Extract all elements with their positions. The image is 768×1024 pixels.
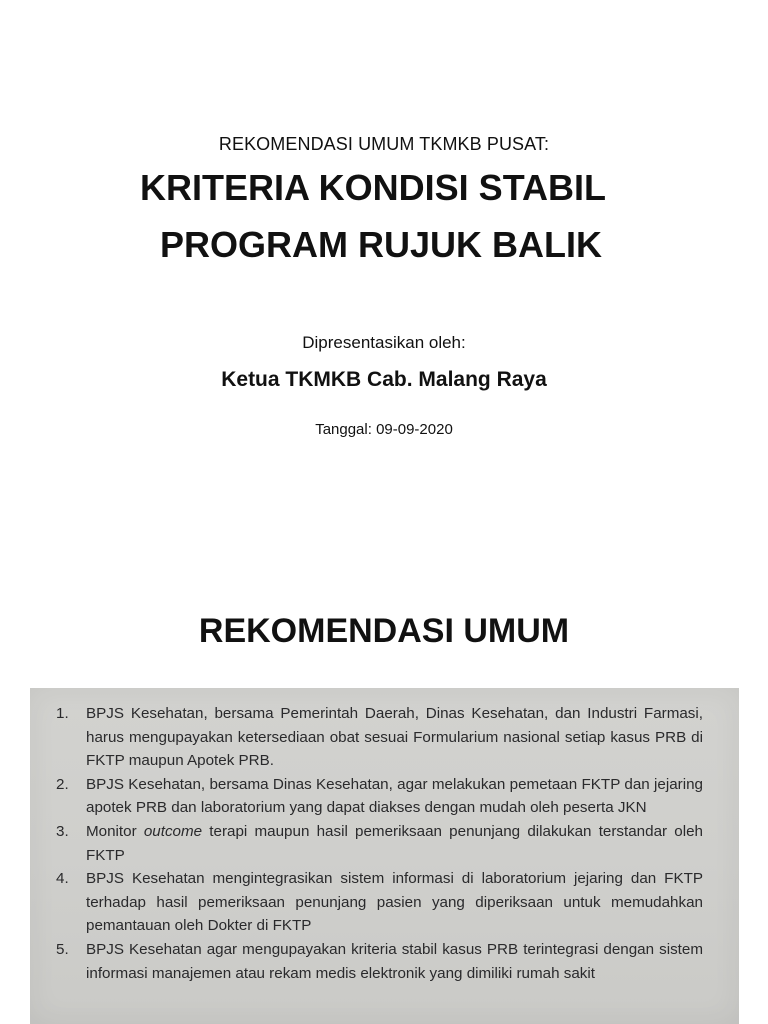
slide-subtitle: REKOMENDASI UMUM TKMKB PUSAT: [218,134,550,154]
presentation-date: Tanggal: 09-09-2020 [315,421,453,438]
item-number: 1. [56,705,69,722]
slide-title-line-1: KRITERIA KONDISI STABIL [140,167,606,208]
item-text: BPJS Kesehatan, bersama Pemerintah Daerah, Dinas Kesehatan, dan Industri Farmasi, harus mengupayakan ketersediaan obat sesuai Formularium nasional setiap kasus PRB di FKTP maupun Apotek PRB. [86,705,703,770]
item-number: 4. [56,870,69,888]
item-number: 3. [56,822,69,840]
section-title: REKOMENDASI UMUM [198,612,570,650]
list-item [56,820,703,867]
list-item [56,702,703,773]
item-text-part: terapi maupun hasil pemeriksaan penunjang dilakukan terstandar oleh FKTP [86,822,703,864]
list-item [56,867,703,938]
slide-title-line-2: PROGRAM RUJUK BALIK [160,224,603,265]
item-number: 2. [56,775,69,793]
recommendations-slide [0,560,768,1024]
list-item [56,938,703,985]
recommendation-list [30,688,739,985]
document-photo [30,688,739,1024]
item-text-emphasis: outcome [143,822,203,840]
item-number: 5. [56,940,69,958]
item-text: BPJS Kesehatan agar mengupayakan kriteria stabil kasus PRB terintegrasi dengan sistem informasi manajemen atau rekam medis elektronik yang dimiliki rumah sakit [86,940,703,982]
item-text: BPJS Kesehatan mengintegrasikan sistem informasi di laboratorium jejaring dan FKTP terhadap hasil pemeriksaan penunjang pasien yang diperiksaan untuk memudahkan pemantauan oleh Dokter di FKTP [86,870,703,935]
list-item [56,773,703,820]
item-text [86,823,703,864]
item-text-part: Monitor [86,822,144,840]
presenter-name: Ketua TKMKB Cab. Malang Raya [221,368,547,391]
presented-by-label: Dipresentasikan oleh: [302,333,466,352]
item-text: BPJS Kesehatan, bersama Dinas Kesehatan, agar melakukan pemetaan FKTP dan jejaring apotek PRB dan laboratorium yang dapat diakses dengan mudah oleh peserta JKN [86,775,703,817]
